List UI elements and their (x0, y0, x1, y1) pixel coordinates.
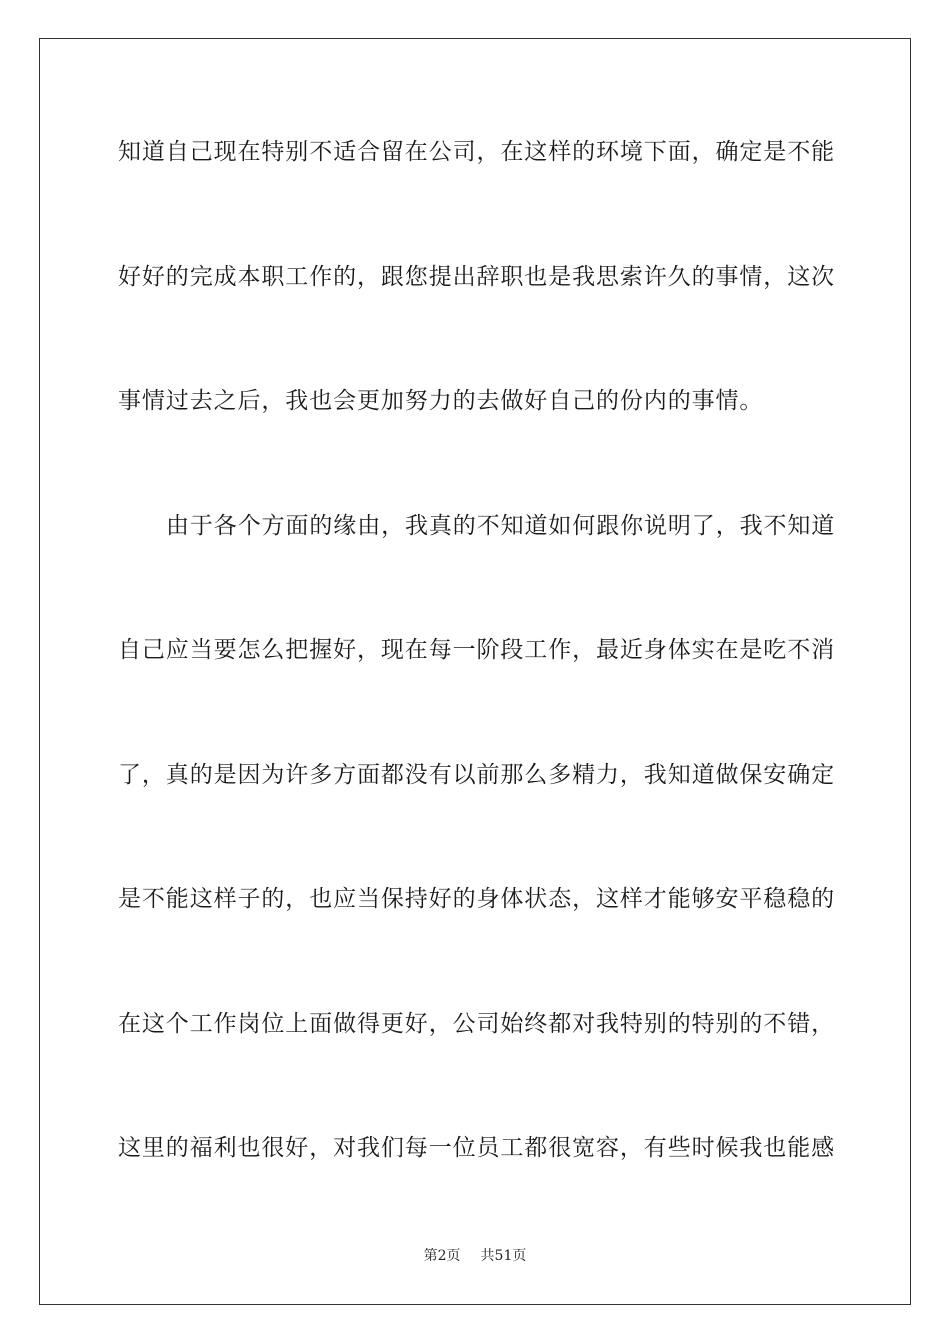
text-line: 事情过去之后，我也会更加努力的去做好自己的份内的事情。 (118, 388, 764, 414)
text-line: 自己应当要怎么把握好，现在每一阶段工作，最近身体实在是吃不消 (118, 637, 835, 663)
text-line: 是不能这样子的，也应当保持好的身体状态，这样才能够安平稳稳的 (118, 886, 835, 912)
text-line: 了，真的是因为许多方面都没有以前那么多精力，我知道做保安确定 (118, 762, 835, 788)
page-border (39, 38, 911, 1305)
text-line: 这里的福利也很好，对我们每一位员工都很宽容，有些时候我也能感 (118, 1135, 835, 1161)
page-footer (0, 1247, 950, 1265)
paragraph-first-line: 由于各个方面的缘由，我真的不知道如何跟你说明了，我不知道 (166, 513, 836, 539)
page-number: 第2页 (423, 1248, 461, 1264)
text-line: 好好的完成本职工作的，跟您提出辞职也是我思索许久的事情，这次 (118, 264, 835, 290)
page-total: 共51页 (480, 1248, 527, 1264)
text-line: 知道自己现在特别不适合留在公司，在这样的环境下面，确定是不能 (118, 139, 835, 165)
text-line: 在这个工作岗位上面做得更好，公司始终都对我特别的特别的不错， (118, 1011, 835, 1037)
